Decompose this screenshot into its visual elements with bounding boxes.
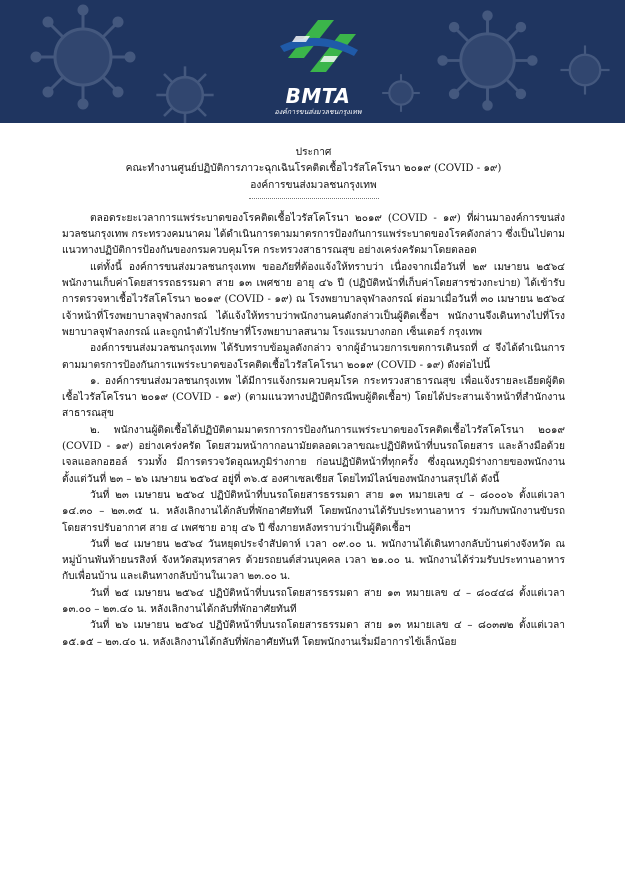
announcement-document [0, 123, 625, 883]
paragraph: ๒. พนักงานผู้ติดเชื้อได้ปฏิบัติตามมาตรการการป้องกันการแพร่ระบาดของโรคติดเชื้อไวรัสโคโรนา ๒๐๑๙ (COVID - ๑๙) อย่างเคร่งครัด โดยสวมหน้ากากอนามัยตลอดเวลาขณะปฏิบัติหน้าที่บนรถโดยสาร และล้างมือด้วยเจลแอลกอฮอล์ รวมทั้ง มีการตรวจวัดอุณหภูมิร่างกาย ก่อนปฏิบัติหน้าที่ทุกครั้ง ซึ่งอุณหภูมิร่างกายของพนักงาน ตั้งแต่วันที่ ๒๓ – ๒๖ เมษายน ๒๕๖๔ อยู่ที่ ๓๖.๕ องศาเซลเซียส โดยไทม์ไลน์ของพนักงานสรุปได้ ดังนี้ [62, 424, 565, 485]
timeline-entry: วันที่ ๒๓ เมษายน ๒๕๖๔ ปฏิบัติหน้าที่บนรถโดยสารธรรมดา สาย ๑๓ หมายเลข ๔ – ๘๐๐๐๖ ตั้งแต่เวลา ๑๔.๓๐ – ๒๓.๓๕ น. หลังเลิกงานได้กลับที่พักอาศัยทันที โดยพนักงานได้รับประทานอาหาร ร่วมกับพนักงานขับรถโดยสารปรับอากาศ สาย ๔ เพศชาย อายุ ๔๖ ปี ซึ่งภายหลังทราบว่าเป็นผู้ติดเชื้อฯ [62, 489, 565, 534]
timeline-entry: วันที่ ๒๖ เมษายน ๒๕๖๔ ปฏิบัติหน้าที่บนรถโดยสารธรรมดา สาย ๑๓ หมายเลข ๔ – ๘๐๓๗๒ ตั้งแต่เวลา ๑๕.๑๕ – ๒๓.๔๐ น. หลังเลิกงานได้กลับที่พักอาศัยทันที โดยพนักงานเริ่มมีอาการไข้เล็กน้อย [62, 620, 565, 648]
header-banner [0, 0, 625, 123]
timeline-entry: วันที่ ๒๔ เมษายน ๒๕๖๔ วันหยุดประจำสัปดาห์ เวลา ๐๙.๐๐ น. พนักงานได้เดินทางกลับบ้านต่างจังหวัด ณ หมู่บ้านพันท้ายนรสิงห์ จังหวัดสมุทรสาคร ด้วยรถยนต์ส่วนบุคคล เวลา ๒๑.๐๐ น. พนักงานได้ร่วมรับประทานอาหารกับเพื่อนบ้าน และเดินทางกลับบ้านในเวลา ๒๓.๐๐ น. [62, 538, 565, 583]
bmta-logo-mark-icon [270, 6, 366, 86]
title-divider [249, 198, 379, 199]
paragraph: ตลอดระยะเวลาการแพร่ระบาดของโรคติดเชื้อไวรัสโคโรนา ๒๐๑๙ (COVID - ๑๙) ที่ผ่านมาองค์การขนส่งมวลชนกรุงเทพ กระทรวงคมนาคม ได้ดำเนินการตามมาตรการป้องกันการแพร่ระบาดของโรคดังกล่าว ซึ่งเป็นไปตามแนวทางปฏิบัติการป้องกันของกรมควบคุมโรค กระทรวงสาธารณสุข อย่างเคร่งครัดมาโดยตลอด [62, 212, 565, 257]
title-line: คณะทำงานศูนย์ปฏิบัติการภาวะฉุกเฉินโรคติดเชื้อไวรัสโคโรนา ๒๐๑๙ (COVID - ๑๙) [125, 163, 502, 175]
virus-illustration-icon [150, 60, 220, 123]
paragraph: แต่ทั้งนี้ องค์การขนส่งมวลชนกรุงเทพ ขออภัยที่ต้องแจ้งให้ทราบว่า เนื่องจากเมื่อวันที่ ๒๙ เมษายน ๒๕๖๔ พนักงานเก็บค่าโดยสารรถธรรมดา สาย ๑๓ เพศชาย อายุ ๔๖ ปี (ปฏิบัติหน้าที่เก็บค่าโดยสารช่วงกะบ่าย) ได้เข้ารับการตรวจหาเชื้อไวรัสโคโรนา ๒๐๑๙ (COVID - ๑๙) ณ โรงพยาบาลจุฬาลงกรณ์ ต่อมาเมื่อวันที่ ๓๐ เมษายน ๒๕๖๔ เจ้าหน้าที่โรงพยาบาลจุฬาลงกรณ์ ได้แจ้งให้ทราบว่าพนักงานคนดังกล่าวเป็นผู้ติดเชื้อฯ พนักงานจึงเดินทางไปที่โรงพยาบาลจุฬาลงกรณ์ และถูกนำตัวไปรักษาที่โรงพยาบาลสนาม โรงแรมบางกอก เซ็นเตอร์ กรุงเทพ [62, 261, 565, 338]
virus-illustration-icon [378, 70, 424, 116]
bmta-logo [270, 6, 366, 118]
logo-subtext: องค์การขนส่งมวลชนกรุงเทพ [274, 108, 362, 116]
paragraph: ๑. องค์การขนส่งมวลชนกรุงเทพ ได้มีการแจ้งกรมควบคุมโรค กระทรวงสาธารณสุข เพื่อแจ้งรายละเอียดผู้ติดเชื้อไวรัสโคโรนา ๒๐๑๙ (COVID - ๑๙) (ตามแนวทางปฏิบัติกรณีพบผู้ติดเชื้อฯ) โดยได้ประสานเจ้าหน้าที่สำนักงานสาธารณสุข [62, 375, 565, 420]
virus-illustration-icon [555, 40, 615, 100]
announcement-title [62, 145, 565, 194]
virus-illustration-icon [435, 8, 540, 113]
timeline-entry: วันที่ ๒๕ เมษายน ๒๕๖๔ ปฏิบัติหน้าที่บนรถโดยสารธรรมดา สาย ๑๓ หมายเลข ๔ – ๘๐๔๔๘ ตั้งแต่เวลา ๑๓.๐๐ – ๒๓.๔๐ น. หลังเลิกงานได้กลับที่พักอาศัยทันที [62, 587, 565, 616]
virus-illustration-icon [28, 2, 138, 112]
title-line: องค์การขนส่งมวลชนกรุงเทพ [250, 179, 377, 191]
logo-text: BMTA [285, 84, 351, 108]
title-line: ประกาศ [295, 147, 332, 158]
paragraph: องค์การขนส่งมวลชนกรุงเทพ ได้รับทราบข้อมูลดังกล่าว จากผู้อำนวยการเขตการเดินรถที่ ๔ จึงได้ดำเนินการตามมาตรการป้องกันการแพร่ระบาดของโรคติดเชื้อไวรัสโคโรนา ๒๐๑๙ (COVID - ๑๙) ดังต่อไปนี้ [62, 343, 565, 371]
